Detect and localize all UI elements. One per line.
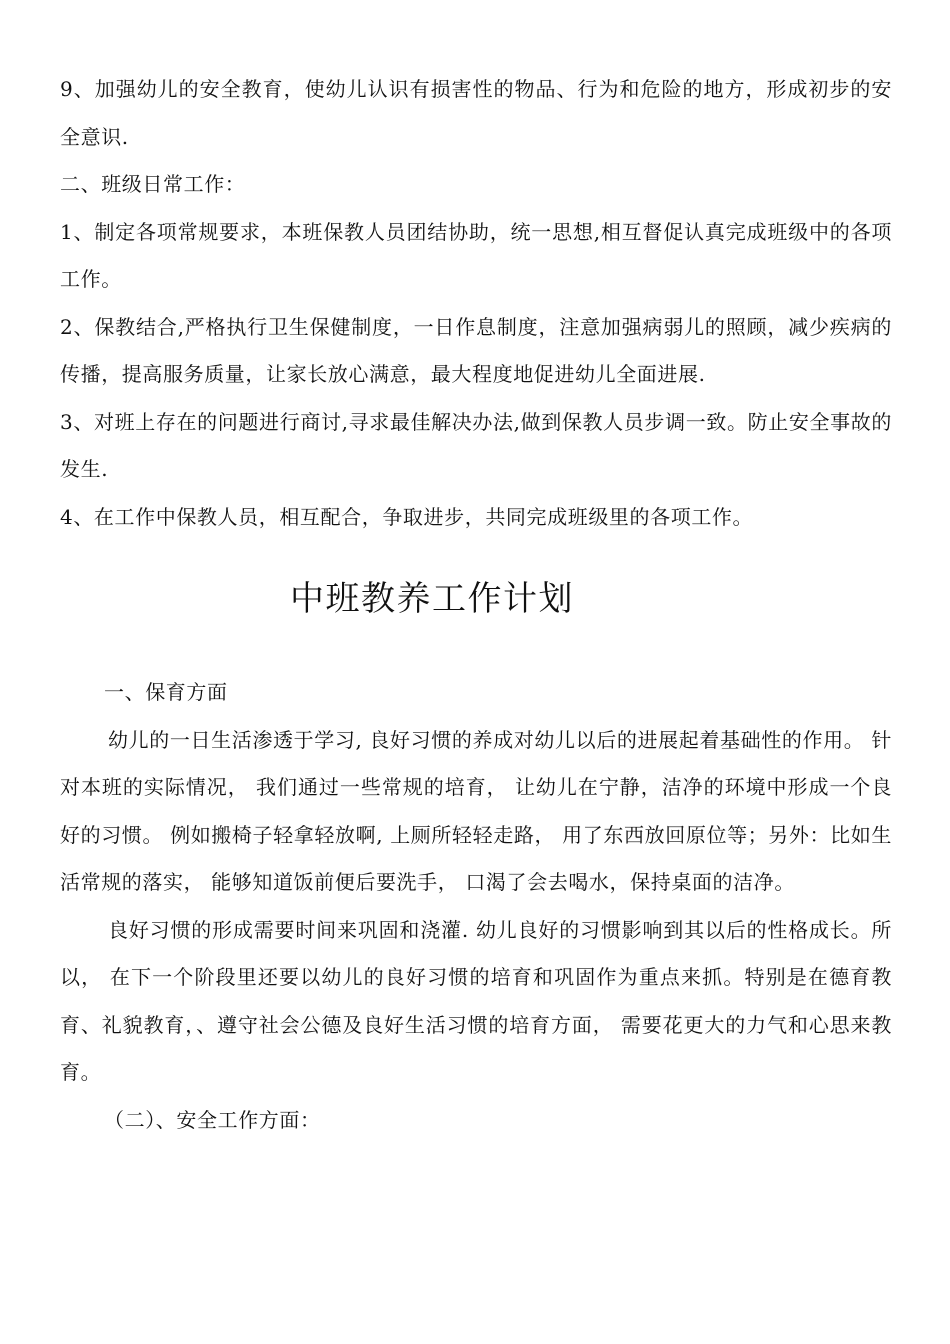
list-item-4: 4、在工作中保教人员，相互配合，争取进步，共同完成班级里的各项工作。 bbox=[60, 504, 754, 529]
list-item-3: 3、对班上存在的问题进行商讨,寻求最佳解决办法,做到保教人员步调一致。防止安全事故的发生. bbox=[60, 409, 892, 481]
list-item-1: 1、制定各项常规要求，本班保教人员团结协助，统一思想,相互督促认真完成班级中的各项工作。 bbox=[60, 219, 892, 291]
paragraph-safety-education: 9、加强幼儿的安全教育，使幼儿认识有损害性的物品、行为和危险的地方，形成初步的安全意识. bbox=[60, 77, 892, 149]
document-page bbox=[60, 66, 892, 1144]
heading-care-aspect: 一、保育方面 bbox=[104, 680, 228, 704]
document-title: 中班教养工作计划 bbox=[290, 579, 574, 619]
list-item-2: 2、保教结合,严格执行卫生保健制度，一日作息制度，注意加强病弱儿的照顾，减少疾病的传播，提高服务质量，让家长放心满意，最大程度地促进幼儿全面进展. bbox=[60, 314, 892, 386]
heading-safety-work: （二）、安全工作方面： bbox=[104, 1107, 321, 1132]
paragraph-good-habits: 良好习惯的形成需要时间来巩固和浇灌. 幼儿良好的习惯影响到其以后的性格成长。所以， 在下一个阶段里还要以幼儿的良好习惯的培育和巩固作为重点来抓。特别是在德育教育、礼貌教育，、遵守社会公德及良好生活习惯的培育方面， 需要花更大的力气和心思来教育。 bbox=[60, 917, 892, 1084]
paragraph-daily-life: 幼儿的一日生活渗透于学习, 良好习惯的养成对幼儿以后的进展起着基础性的作用。 针对本班的实际情况， 我们通过一些常规的培育， 让幼儿在宁静，洁净的环境中形成一个良好的习惯。 例如搬椅子轻拿轻放啊, 上厕所轻轻走路， 用了东西放回原位等；另外：比如生活常规的落实， 能够知道饭前便后要洗手， 口渴了会去喝水，保持桌面的洁净。 bbox=[60, 727, 892, 894]
heading-class-daily-work: 二、班级日常工作： bbox=[60, 172, 246, 196]
